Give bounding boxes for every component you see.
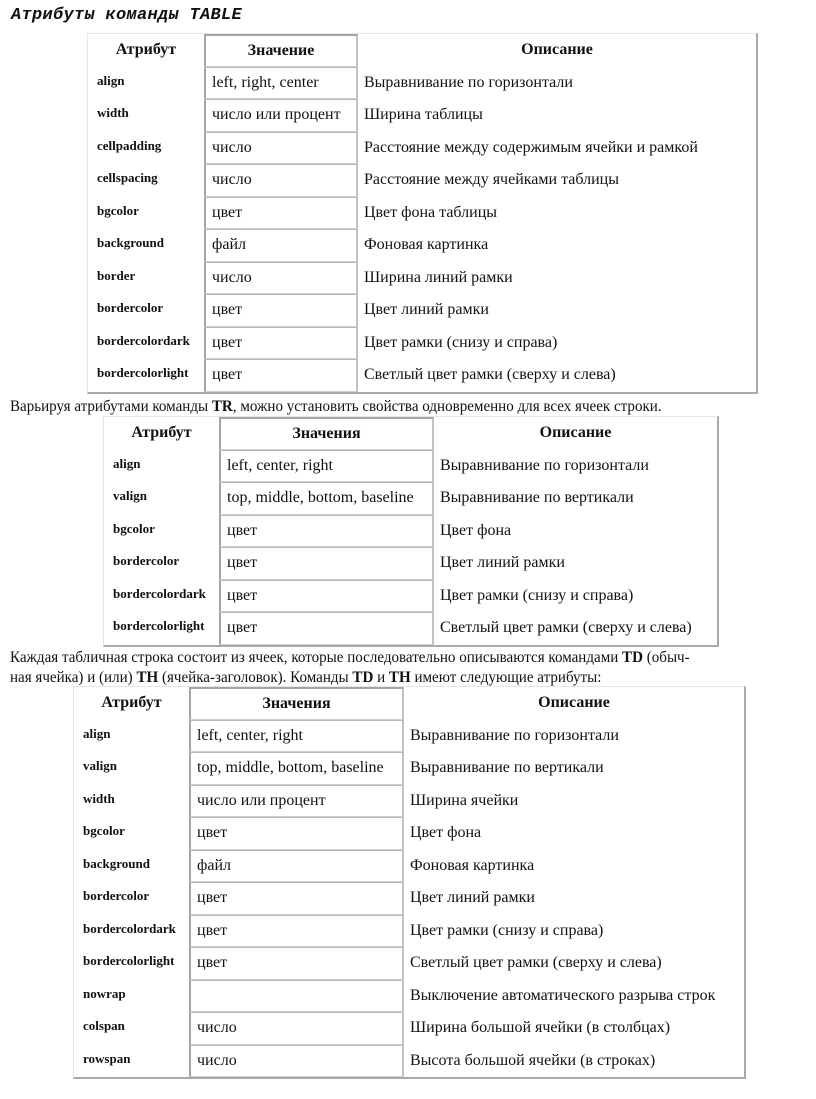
attribute-value-cell: цвет [189,882,404,915]
attribute-name-cell: align [97,72,125,88]
table-row [88,132,756,165]
page-title: Атрибуты команды TABLE [11,6,243,25]
attribute-value-cell: число или процент [204,99,358,132]
table-row [104,580,717,613]
attribute-name-cell: valign [83,758,117,773]
attribute-description-cell: Цвет линий рамки [364,301,489,319]
table-header-row [74,687,744,720]
table-row [74,980,744,1013]
attribute-name-cell: align [113,455,141,471]
attribute-name-cell: bordercolor [113,553,180,568]
attribute-value-cell: цвет [219,547,434,580]
td-intro-paragraph: Каждая табличная строка состоит из ячеек, которые последовательно описываются командами TD (обыч- ная ячейка) и (или) TH (ячейка-заголовок). Команды TD и TH имеют следующие атрибуты: [10,648,690,686]
attribute-description-cell: Выключение автоматического разрыва строк [410,986,716,1004]
attribute-name-cell: bgcolor [113,520,155,536]
table-header-row [88,34,756,67]
attribute-name-cell: bordercolordark [97,332,190,348]
table-row [88,327,756,360]
attribute-value-cell: цвет [189,915,404,948]
attribute-value-cell: цвет [204,327,358,360]
attribute-value-cell: top, middle, bottom, baseline [189,752,404,785]
column-header-value: Значение [204,34,358,67]
attribute-value-cell: число или процент [189,785,404,818]
table-row [74,785,744,818]
attribute-value-cell: число [204,262,358,295]
tr-attributes-table [103,416,719,647]
attribute-value-cell: число [204,164,358,197]
attribute-value-cell: left, center, right [219,450,434,483]
attribute-value-cell: цвет [219,515,434,548]
attribute-name-cell: bordercolorlight [83,953,175,968]
column-header-attribute: Атрибут [115,41,177,59]
attribute-value-cell: файл [189,850,404,883]
attribute-description-cell: Высота большой ячейки (в строках) [410,1051,656,1069]
attribute-description-cell: Цвет рамки (снизу и справа) [410,921,604,939]
column-header-description: Описание [539,424,612,442]
attribute-description-cell: Цвет фона [440,521,512,539]
attribute-description-cell: Цвет рамки (снизу и справа) [364,333,558,351]
table-attributes-table [87,33,758,394]
attribute-name-cell: valign [113,488,147,503]
table-row [88,229,756,262]
attribute-name-cell: bgcolor [83,823,125,838]
attribute-value-cell: цвет [219,580,434,613]
attribute-name-cell: align [83,725,111,741]
table-row [74,720,744,753]
attribute-name-cell: background [97,235,164,250]
table-row [74,752,744,785]
attribute-name-cell: nowrap [83,985,126,1001]
attribute-name-cell: border [97,267,136,283]
attribute-name-cell: bordercolordark [83,920,176,936]
tr-tag: TR [211,397,233,415]
attribute-value-cell: цвет [219,612,434,645]
td-tag: TD [622,648,643,666]
attribute-name-cell: cellspacing [97,170,158,185]
attribute-description-cell: Ширина большой ячейки (в столбцах) [410,1019,671,1037]
table-row [88,197,756,230]
table-row [74,1045,744,1078]
column-header-attribute: Атрибут [101,694,162,712]
attribute-value-cell: цвет [204,359,358,392]
table-row [88,164,756,197]
attribute-description-cell: Цвет линий рамки [410,889,535,907]
attribute-value-cell: left, right, center [204,67,358,100]
column-header-value: Значения [189,687,404,720]
td-attributes-table [73,686,746,1079]
attribute-value-cell: left, center, right [189,720,404,753]
attribute-value-cell: число [204,132,358,165]
table-row [104,482,717,515]
attribute-name-cell: bgcolor [97,202,139,218]
table-row [74,947,744,980]
table-row [74,882,744,915]
table-row [74,817,744,850]
attribute-description-cell: Выравнивание по вертикали [410,759,604,777]
attribute-name-cell: width [97,105,129,120]
table-row [88,294,756,327]
attribute-name-cell: bordercolor [83,888,150,903]
attribute-name-cell: width [83,790,115,806]
attribute-description-cell: Фоновая картинка [364,236,489,254]
attribute-name-cell: bordercolor [97,300,164,315]
attribute-value-cell [189,980,404,1013]
attribute-name-cell: cellpadding [97,137,162,153]
attribute-description-cell: Выравнивание по горизонтали [440,456,649,474]
attribute-description-cell: Фоновая картинка [410,856,535,874]
attribute-value-cell: число [189,1045,404,1078]
column-header-description: Описание [521,41,593,59]
table-header-row [104,417,717,450]
table-row [74,915,744,948]
attribute-description-cell: Ширина таблицы [364,106,483,124]
attribute-value-cell: цвет [204,197,358,230]
attribute-value-cell: цвет [204,294,358,327]
attribute-name-cell: colspan [83,1018,125,1033]
attribute-name-cell: bordercolorlight [97,365,189,380]
table-row [88,99,756,132]
column-header-value: Значения [219,417,434,450]
attribute-description-cell: Цвет фона [410,824,482,842]
attribute-description-cell: Расстояние между ячейками таблицы [364,171,619,189]
table-row [74,850,744,883]
attribute-value-cell: число [189,1012,404,1045]
attribute-description-cell: Расстояние между содержимым ячейки и рамкой [364,138,698,156]
attribute-description-cell: Выравнивание по горизонтали [364,73,573,91]
tr-intro-paragraph: Варьируя атрибутами команды TR, можно установить свойства одновременно для всех ячеек строки. [10,397,662,415]
attribute-description-cell: Цвет фона таблицы [364,203,498,221]
table-row [88,359,756,392]
attribute-value-cell: top, middle, bottom, baseline [219,482,434,515]
attribute-description-cell: Ширина линий рамки [364,268,513,286]
table-row [104,612,717,645]
attribute-description-cell: Цвет линий рамки [440,554,565,572]
th-tag: TH [136,668,159,686]
attribute-description-cell: Выравнивание по горизонтали [410,726,619,744]
attribute-description-cell: Светлый цвет рамки (сверху и слева) [410,954,662,972]
attribute-name-cell: bordercolorlight [113,618,205,633]
table-row [88,262,756,295]
attribute-name-cell: background [83,855,150,871]
table-row [104,450,717,483]
attribute-name-cell: rowspan [83,1050,131,1066]
attribute-value-cell: цвет [189,817,404,850]
attribute-description-cell: Светлый цвет рамки (сверху и слева) [440,619,692,637]
table-row [88,67,756,100]
attribute-value-cell: цвет [189,947,404,980]
attribute-description-cell: Цвет рамки (снизу и справа) [440,586,634,604]
column-header-description: Описание [538,694,610,712]
table-row [74,1012,744,1045]
attribute-description-cell: Ширина ячейки [410,791,519,809]
attribute-value-cell: файл [204,229,358,262]
th-tag: TH [388,668,411,686]
attribute-description-cell: Выравнивание по вертикали [440,489,634,507]
td-tag: TD [352,668,374,686]
table-row [104,547,717,580]
attribute-name-cell: bordercolordark [113,585,206,601]
attribute-description-cell: Светлый цвет рамки (сверху и слева) [364,366,616,384]
table-row [104,515,717,548]
column-header-attribute: Атрибут [131,424,192,442]
